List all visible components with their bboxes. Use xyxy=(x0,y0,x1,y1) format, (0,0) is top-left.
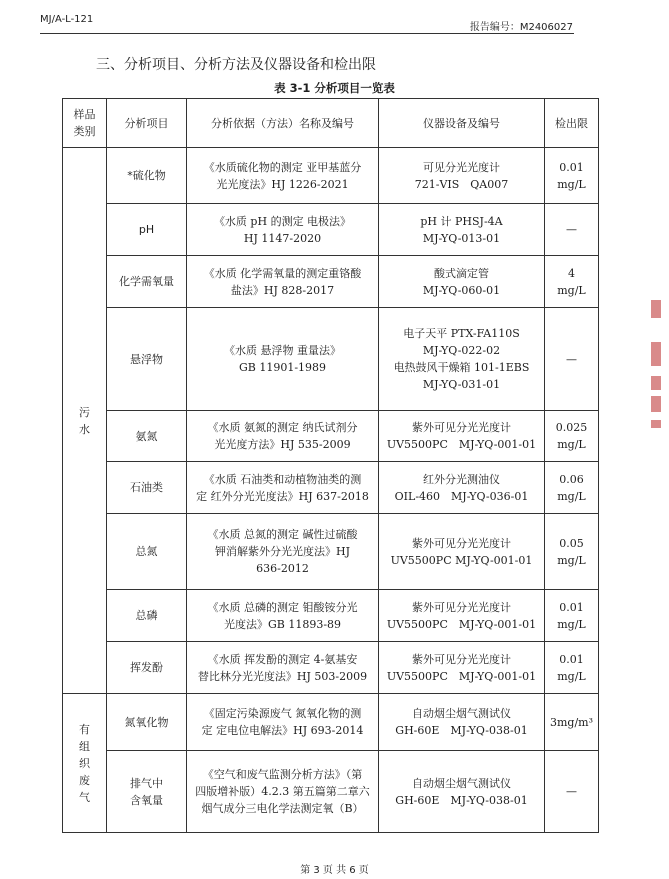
col-header-method: 分析依据（方法）名称及编号 xyxy=(187,99,379,148)
seal-edge-mark xyxy=(651,396,661,412)
instrument-cell: 酸式滴定管 MJ-YQ-060-01 xyxy=(379,256,545,308)
limit-cell: — xyxy=(545,308,599,411)
limit-cell: 0.06 mg/L xyxy=(545,462,599,514)
parameter-cell: pH xyxy=(107,204,187,256)
parameter-cell: 化学需氧量 xyxy=(107,256,187,308)
method-cell: 《水质 悬浮物 重量法》 GB 11901-1989 xyxy=(187,308,379,411)
method-cell: 《水质 挥发酚的测定 4-氨基安 替比林分光光度法》HJ 503-2009 xyxy=(187,642,379,694)
report-number: 报告编号：M2406027 xyxy=(469,22,573,33)
document-code: MJ/A-L-121 xyxy=(40,14,94,25)
table-row xyxy=(63,204,599,256)
parameter-cell: 氮氧化物 xyxy=(107,694,187,751)
instrument-cell: 可见分光光度计 721-VIS QA007 xyxy=(379,148,545,204)
limit-cell: 0.01 mg/L xyxy=(545,148,599,204)
instrument-cell: pH 计 PHSJ-4A MJ-YQ-013-01 xyxy=(379,204,545,256)
table-row xyxy=(63,256,599,308)
category-cell: 有 组 织 废 气 xyxy=(63,694,107,833)
instrument-cell: 自动烟尘烟气测试仪 GH-60E MJ-YQ-038-01 xyxy=(379,694,545,751)
table-caption: 表 3-1 分析项目一览表 xyxy=(274,81,395,95)
method-cell: 《水质 石油类和动植物油类的测 定 红外分光光度法》HJ 637-2018 xyxy=(187,462,379,514)
limit-cell: 0.05 mg/L xyxy=(545,514,599,590)
col-header-parameter: 分析项目 xyxy=(107,99,187,148)
table-row xyxy=(63,148,599,204)
instrument-cell: 紫外可见分光光度计 UV5500PC MJ-YQ-001-01 xyxy=(379,411,545,462)
table-header-row xyxy=(63,99,599,148)
col-header-instrument: 仪器设备及编号 xyxy=(379,99,545,148)
limit-cell: — xyxy=(545,204,599,256)
col-header-limit: 检出限 xyxy=(545,99,599,148)
table-row xyxy=(63,751,599,833)
instrument-cell: 紫外可见分光光度计 UV5500PC MJ-YQ-001-01 xyxy=(379,590,545,642)
method-cell: 《固定污染源废气 氮氧化物的测 定 定电位电解法》HJ 693-2014 xyxy=(187,694,379,751)
parameter-cell: 挥发酚 xyxy=(107,642,187,694)
limit-cell: 4 mg/L xyxy=(545,256,599,308)
limit-cell: 0.025 mg/L xyxy=(545,411,599,462)
parameter-cell: 氨氮 xyxy=(107,411,187,462)
instrument-cell: 自动烟尘烟气测试仪 GH-60E MJ-YQ-038-01 xyxy=(379,751,545,833)
seal-edge-mark xyxy=(651,376,661,390)
parameter-cell: 总磷 xyxy=(107,590,187,642)
parameter-cell: 悬浮物 xyxy=(107,308,187,411)
method-cell: 《水质 总磷的测定 钼酸铵分光 光度法》GB 11893-89 xyxy=(187,590,379,642)
seal-edge-mark xyxy=(651,342,661,366)
instrument-cell: 红外分光测油仪 OIL-460 MJ-YQ-036-01 xyxy=(379,462,545,514)
table-row xyxy=(63,308,599,411)
parameter-cell: *硫化物 xyxy=(107,148,187,204)
category-cell: 污 水 xyxy=(63,148,107,694)
method-cell: 《空气和废气监测分析方法》（第 四版增补版）4.2.3 第五篇第二章六 烟气成分三电化学法测定氧（B） xyxy=(187,751,379,833)
seal-edge-mark xyxy=(651,420,661,428)
limit-cell: — xyxy=(545,751,599,833)
page-footer: 第 3 页 共 6 页 xyxy=(300,865,369,876)
method-cell: 《水质硫化物的测定 亚甲基蓝分 光光度法》HJ 1226-2021 xyxy=(187,148,379,204)
section-title: 三、分析项目、分析方法及仪器设备和检出限 xyxy=(96,57,376,73)
col-header-category: 样品 类别 xyxy=(63,99,107,148)
instrument-cell: 电子天平 PTX-FA110S MJ-YQ-022-02 电热鼓风干燥箱 101-1EBS MJ-YQ-031-01 xyxy=(379,308,545,411)
table-row xyxy=(63,694,599,751)
parameter-cell: 排气中 含氧量 xyxy=(107,751,187,833)
limit-cell: 3mg/m³ xyxy=(545,694,599,751)
method-cell: 《水质 总氮的测定 碱性过硫酸 钾消解紫外分光光度法》HJ 636-2012 xyxy=(187,514,379,590)
parameter-cell: 石油类 xyxy=(107,462,187,514)
instrument-cell: 紫外可见分光光度计 UV5500PC MJ-YQ-001-01 xyxy=(379,514,545,590)
table-row xyxy=(63,642,599,694)
method-cell: 《水质 化学需氧量的测定重铬酸 盐法》HJ 828-2017 xyxy=(187,256,379,308)
limit-cell: 0.01 mg/L xyxy=(545,642,599,694)
parameter-cell: 总氮 xyxy=(107,514,187,590)
header-divider xyxy=(40,33,574,34)
limit-cell: 0.01 mg/L xyxy=(545,590,599,642)
analysis-table xyxy=(62,98,599,833)
instrument-cell: 紫外可见分光光度计 UV5500PC MJ-YQ-001-01 xyxy=(379,642,545,694)
table-row xyxy=(63,590,599,642)
seal-edge-mark xyxy=(651,300,661,318)
table-row xyxy=(63,411,599,462)
table-row xyxy=(63,462,599,514)
table-row xyxy=(63,514,599,590)
method-cell: 《水质 pH 的测定 电极法》 HJ 1147-2020 xyxy=(187,204,379,256)
method-cell: 《水质 氨氮的测定 纳氏试剂分 光光度方法》HJ 535-2009 xyxy=(187,411,379,462)
